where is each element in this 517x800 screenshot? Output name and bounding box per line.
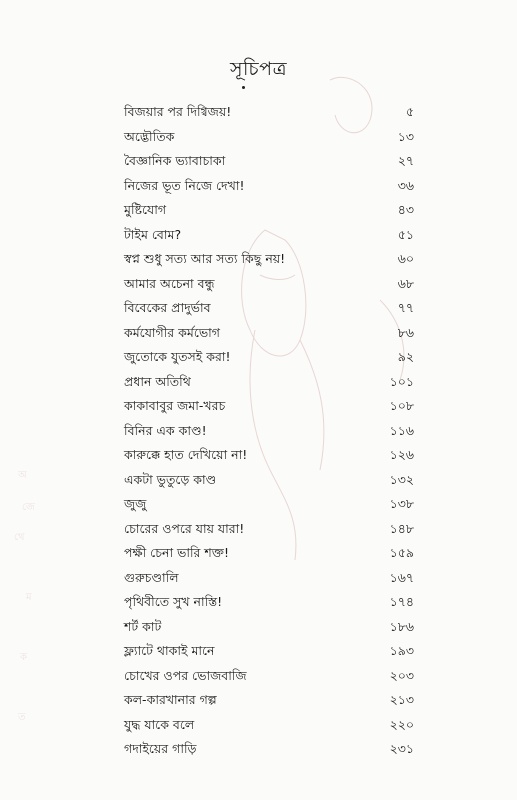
toc-page-number: ১৫৯ [389, 545, 414, 560]
toc-title: কারুক্কে হাত দেখিয়ো না! [124, 447, 248, 462]
toc-title: প্রধান অতিথি [124, 373, 191, 389]
toc-title: টাইম বোম? [124, 226, 182, 242]
toc-page-number: ৬৮ [397, 275, 414, 291]
toc-entry [124, 496, 414, 521]
toc-title: বিজয়ার পর দিগ্বিজয়! [124, 104, 232, 119]
toc-entry [124, 202, 414, 227]
toc-entry [124, 570, 414, 595]
toc-entry [124, 594, 414, 619]
svg-text:অ: অ [18, 470, 27, 481]
toc-title: অদ্ভৌতিক [124, 128, 175, 144]
toc-page-number: ১৩২ [389, 471, 414, 487]
toc-page-number: ৪৩ [397, 202, 414, 217]
toc-page-number: ২১৩ [389, 692, 414, 707]
toc-entry [124, 717, 414, 742]
toc-page-number: ১২৬ [389, 447, 414, 462]
toc-page-number: ৩৬ [397, 177, 414, 193]
toc-page-number: ১৩৮ [389, 496, 414, 511]
toc-page-number: ১৬৭ [389, 569, 414, 585]
toc-page-number: ১৯৩ [389, 643, 414, 658]
toc-page-number: ৮৬ [397, 324, 414, 340]
toc-page-number: ১০৮ [389, 398, 414, 413]
toc-title: গদাইয়ের গাড়ি [124, 741, 197, 756]
toc-entry [124, 472, 414, 497]
toc-page-number: ২৩১ [389, 741, 414, 756]
svg-text:জে: জে [22, 502, 36, 513]
toc-entry [124, 129, 414, 154]
toc-entry [124, 251, 414, 276]
toc-title: চোরের ওপরে যায় যারা! [124, 520, 245, 536]
toc-title: আমার অচেনা বন্ধু [124, 275, 215, 291]
toc-page-number: ৫১ [397, 226, 414, 242]
toc-title: কল-কারখানার গল্প [124, 692, 217, 707]
toc-title: বৈজ্ঞানিক ভ্যাবাচাকা [124, 153, 226, 168]
toc-entry [124, 423, 414, 448]
toc-title: মুষ্টিযোগ [124, 202, 167, 217]
toc-entry [124, 447, 414, 472]
toc-title: বিনির এক কাণ্ড! [124, 422, 207, 438]
toc-title: যুদ্ধ যাকে বলে [124, 716, 195, 732]
toc-title: নিজের ভূত নিজে দেখা! [124, 177, 245, 193]
toc-title: জুজু [124, 496, 147, 511]
svg-text:থে: থে [14, 532, 25, 543]
toc-page-number: ২৭ [397, 153, 414, 168]
toc-entry [124, 227, 414, 252]
toc-entry [124, 643, 414, 668]
svg-text:ক: ক [20, 652, 27, 663]
toc-page-number: ১৮৬ [389, 618, 414, 634]
toc-entry [124, 668, 414, 693]
toc-page-number: ২২০ [389, 716, 414, 732]
toc-title: স্বপ্ন শুধু সত্য আর সত্য কিছু নয়! [124, 251, 286, 266]
toc-page-number: ৫ [405, 104, 414, 119]
toc-entry [124, 521, 414, 546]
toc-title: কাকাবাবুর জমা-খরচ [124, 398, 226, 413]
toc-entry [124, 300, 414, 325]
toc-page-number: ৬০ [397, 251, 414, 266]
toc-title: জুতোকে যুতসই করা! [124, 349, 231, 364]
toc-entry [124, 619, 414, 644]
toc-entry [124, 692, 414, 717]
toc-title: কর্মযোগীর কর্মভোগ [124, 324, 220, 340]
toc-page-number: ১৪৮ [389, 520, 414, 536]
page-title: সূচিপত্র [229, 58, 288, 80]
toc-title: পক্ষী চেনা ভারি শক্ত! [124, 545, 229, 560]
toc-title: চোখের ওপর ভোজবাজি [124, 667, 247, 683]
toc-title: পৃথিবীতে সুখ নাস্তি! [124, 594, 223, 609]
toc-entry [124, 104, 414, 129]
table-of-contents [124, 104, 414, 766]
toc-page-number: ১৭৪ [389, 594, 414, 609]
toc-title: শর্ট কাট [124, 618, 162, 634]
svg-text:ম: ম [26, 592, 32, 603]
toc-title: ফ্ল্যাটে থাকাই মানে [124, 643, 215, 658]
toc-page-number: ৯২ [397, 349, 414, 364]
toc-entry [124, 276, 414, 301]
toc-title: বিবেকের প্রাদুর্ভাব [124, 300, 211, 315]
toc-entry [124, 349, 414, 374]
toc-title: গুরুচণ্ডালি [124, 569, 179, 585]
toc-entry [124, 741, 414, 766]
toc-entry [124, 178, 414, 203]
toc-page-number: ১০১ [389, 373, 414, 389]
toc-page-number: ১১৬ [389, 422, 414, 438]
toc-entry [124, 545, 414, 570]
toc-entry [124, 398, 414, 423]
ornament-dot [242, 86, 245, 89]
toc-title: একটা ভুতুড়ে কাণ্ড [124, 471, 217, 487]
toc-entry [124, 374, 414, 399]
toc-page-number: ৭৭ [397, 300, 414, 315]
toc-entry [124, 325, 414, 350]
toc-page-number: ২০৩ [389, 667, 414, 683]
toc-entry [124, 153, 414, 178]
toc-page-number: ১৩ [397, 128, 414, 144]
svg-text:ত: ত [18, 712, 26, 723]
